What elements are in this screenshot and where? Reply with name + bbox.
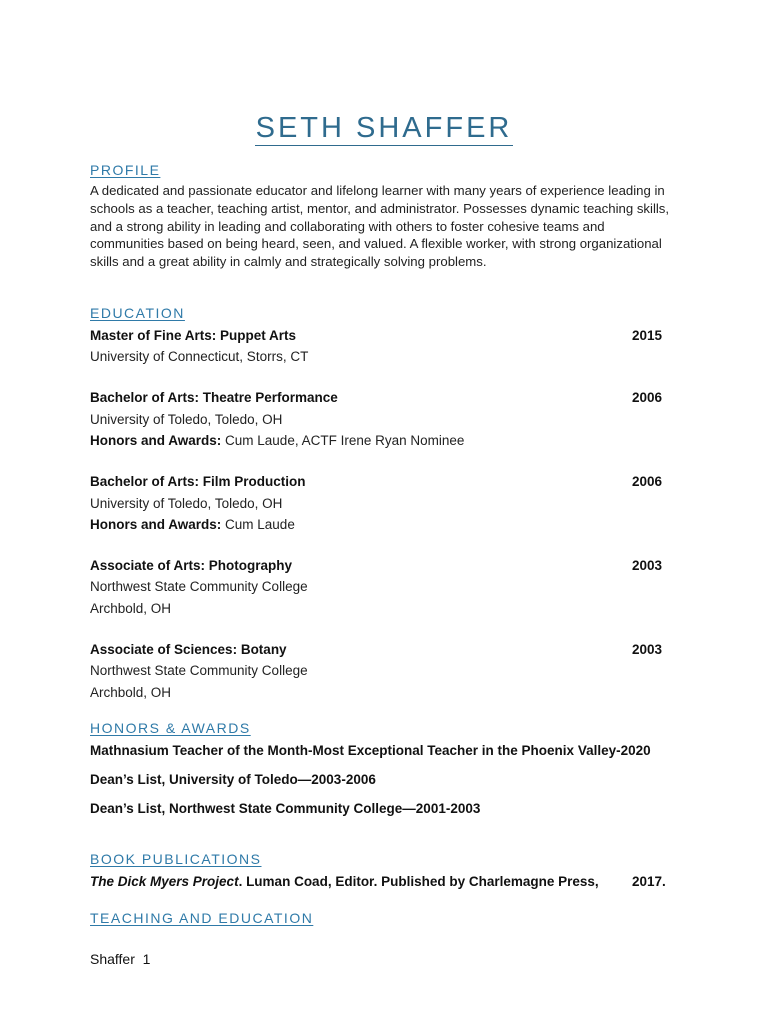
education-heading: EDUCATION xyxy=(90,305,185,321)
education-year-4: 2003 xyxy=(632,558,663,573)
education-year-3: 2006 xyxy=(632,474,663,489)
honors-award-item-1: Mathnasium Teacher of the Month-Most Exceptional Teacher in the Phoenix Valley-2020 xyxy=(90,743,651,758)
book-title: The Dick Myers Project xyxy=(90,874,239,889)
education-school-2: University of Toledo, Toledo, OH xyxy=(90,412,283,427)
education-honors-3 xyxy=(90,516,680,534)
page-footer xyxy=(90,950,150,968)
education-degree-4: Associate of Arts: Photography xyxy=(90,558,293,573)
education-location-4: Archbold, OH xyxy=(90,601,172,616)
education-honors-2 xyxy=(90,432,680,450)
honors-awards-heading: HONORS & AWARDS xyxy=(90,720,251,736)
book-publication-year: 2017. xyxy=(632,874,666,889)
footer-text: Shaffer 1 xyxy=(90,951,151,967)
book-details: . Luman Coad, Editor. Published by Charlemagne Press, xyxy=(238,874,599,889)
education-school-4: Northwest State Community College xyxy=(90,579,308,594)
education-school-1: University of Connecticut, Storrs, CT xyxy=(90,349,309,364)
book-publication-entry xyxy=(90,873,680,891)
education-school-3: University of Toledo, Toledo, OH xyxy=(90,496,283,511)
education-degree-3: Bachelor of Arts: Film Production xyxy=(90,474,306,489)
honors-value: Cum Laude xyxy=(221,517,295,532)
teaching-education-heading: TEACHING AND EDUCATION xyxy=(90,910,314,926)
honors-label: Honors and Awards: xyxy=(90,433,222,448)
education-degree-1: Master of Fine Arts: Puppet Arts xyxy=(90,328,297,343)
education-year-2: 2006 xyxy=(632,390,663,405)
profile-text: A dedicated and passionate educator and lifelong learner with many years of experience leading in schools as a teacher, teaching artist, mentor, and administrator. Possesses dynamic teaching skills, and a strong ability in leading and collaborating with others to foster cohesive teams and communities based on being heard, seen, and valued. A flexible worker, with strong organizational skills and a great ability in calmly and strategically solving problems. xyxy=(90,183,670,270)
honors-award-item-2: Dean’s List, University of Toledo—2003-2006 xyxy=(90,772,376,787)
education-degree-2: Bachelor of Arts: Theatre Performance xyxy=(90,390,338,405)
education-location-5: Archbold, OH xyxy=(90,685,172,700)
honors-label: Honors and Awards: xyxy=(90,517,222,532)
book-publications-heading: BOOK PUBLICATIONS xyxy=(90,851,262,867)
education-school-5: Northwest State Community College xyxy=(90,663,308,678)
honors-value: Cum Laude, ACTF Irene Ryan Nominee xyxy=(221,433,465,448)
honors-award-item-3: Dean’s List, Northwest State Community College—2001-2003 xyxy=(90,801,481,816)
profile-heading: PROFILE xyxy=(90,162,161,178)
education-year-5: 2003 xyxy=(632,642,663,657)
education-degree-5: Associate of Sciences: Botany xyxy=(90,642,287,657)
education-year-1: 2015 xyxy=(632,328,663,343)
resume-name: SETH SHAFFER xyxy=(255,112,513,144)
